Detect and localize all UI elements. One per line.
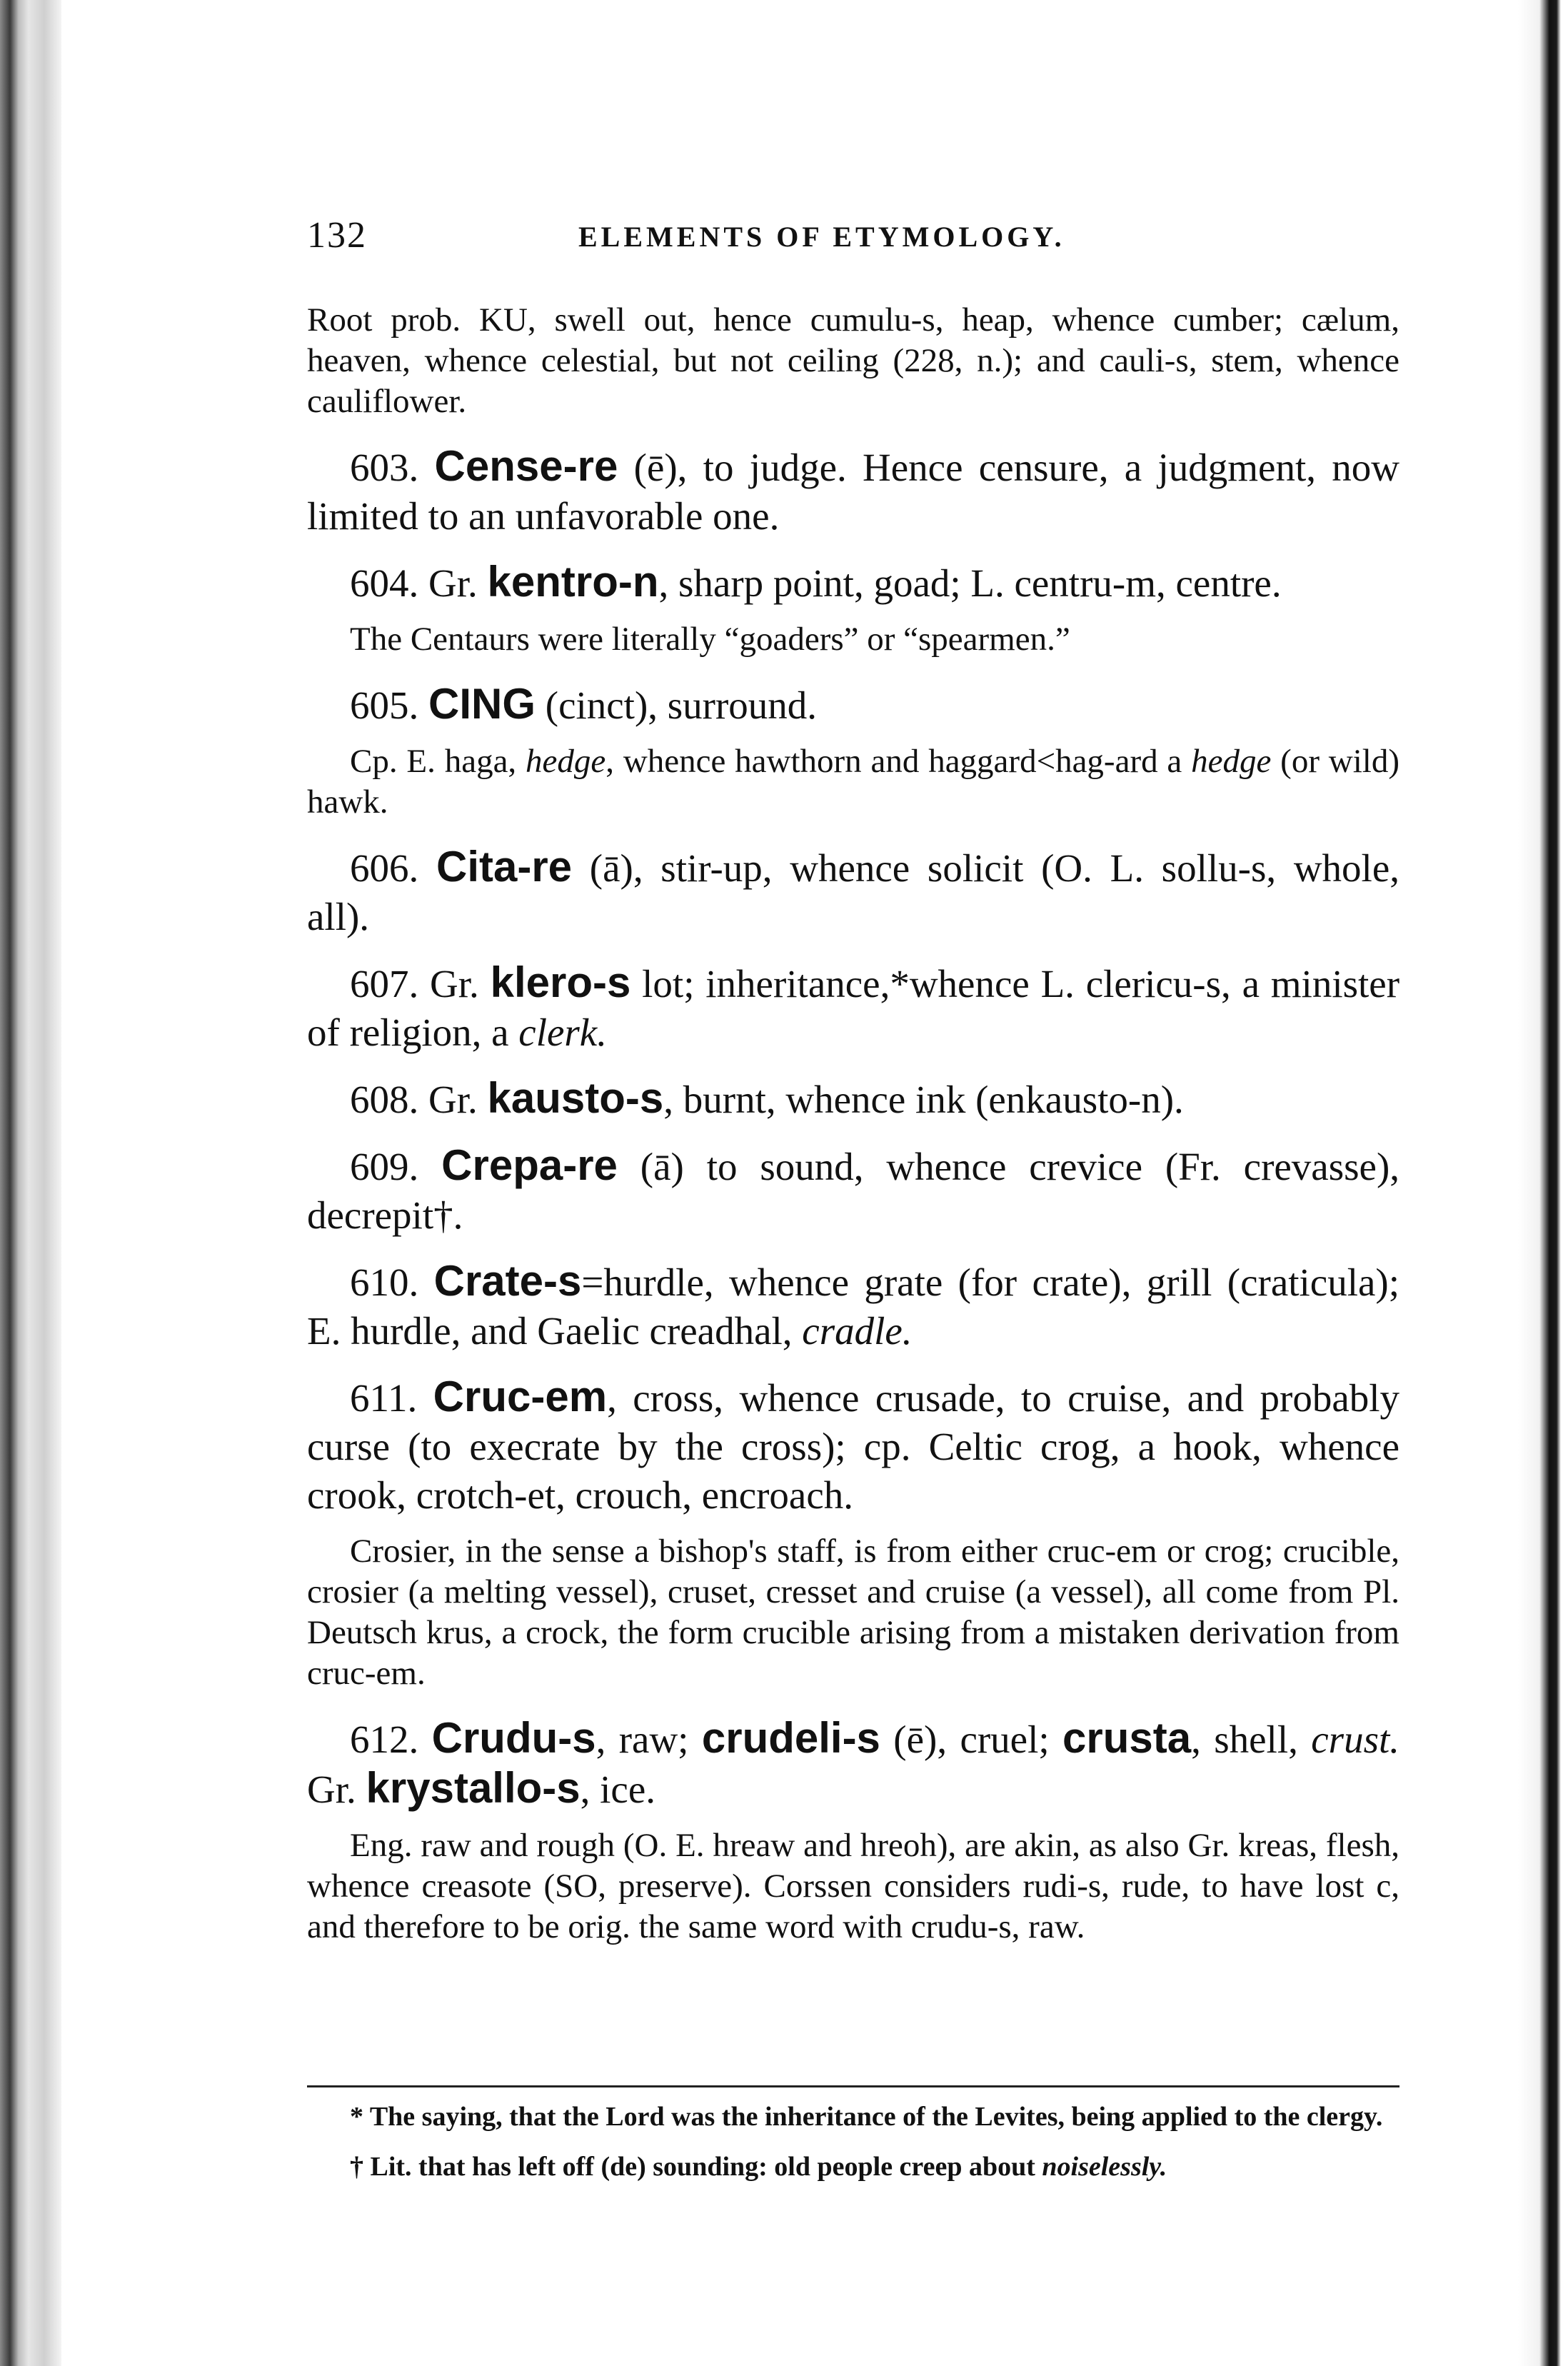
footnote-text: † Lit. that has left off (de) sounding: old people creep about [350, 2152, 1042, 2182]
entry-number: 608. [350, 1078, 419, 1121]
entry-604 [307, 558, 1399, 608]
entry-number: 604. [350, 561, 419, 605]
book-page [307, 214, 1399, 2214]
entry-note: Crosier, in the sense a bishop's staff, is from either cruc-em or crog; crucible, crosier (a melting vessel), cruset, cresset and cruise (a vessel), all come from Pl. Deutsch krus, a crock, the form crucible arising from a mistaken derivation from cruc-em. [307, 1533, 1399, 1692]
page-header [307, 214, 1399, 271]
entry-text: =hurdle, whence grate (for crate), grill (craticula); E. hurdle, and Gaelic creadhal, [307, 1260, 1399, 1353]
entry-text: , raw; [595, 1718, 702, 1761]
entry-note: The Centaurs were literally “goaders” or “spearmen.” [350, 621, 1070, 658]
note-italic: hedge [526, 743, 606, 780]
entry-number: 611. [350, 1376, 418, 1420]
entry-number: 612. [350, 1718, 419, 1761]
entry-605 [307, 680, 1399, 730]
entry-611 [307, 1373, 1399, 1520]
intro-note: Root prob. KU, swell out, hence cumulu-s, heap, whence cumber; cælum, heaven, whence celestial, but not ceiling (228, n.); and cauli-s, stem, whence cauliflower. [307, 301, 1399, 420]
headword: Cense-re [434, 442, 618, 490]
entry-text: (cinct), surround. [536, 683, 818, 727]
headword: Crudu-s [431, 1714, 596, 1762]
headword: crudeli-s [701, 1714, 880, 1762]
entry-608 [307, 1074, 1399, 1124]
entry-prefix: Gr. [418, 1078, 478, 1121]
entry-note: Eng. raw and rough (O. E. hreaw and hreoh), are akin, as also Gr. kreas, flesh, whence creasote (SO, preserve). Corssen considers rudi-s, rude, to have lost c, and therefore to be orig. the same word with crudu-s, raw. [307, 1827, 1399, 1945]
entry-609 [307, 1141, 1399, 1240]
entry-text: , cross, whence crusade, to cruise, and probably curse (to execrate by the cross); cp. Celtic crog, a hook, whence crook, crotch-et, crouch, encroach. [307, 1376, 1400, 1517]
entry-612 [307, 1714, 1399, 1814]
headword: Crate-s [433, 1257, 582, 1305]
headword: kentro-n [487, 558, 659, 606]
headword: kausto-s [487, 1074, 664, 1122]
note-italic: hedge [1191, 743, 1272, 780]
entry-note [307, 741, 1399, 823]
footnote-2 [307, 2150, 1399, 2184]
entry-italic: clerk. [518, 1011, 607, 1054]
headword: Crepa-re [441, 1141, 618, 1189]
entry-text: , shell, [1191, 1718, 1312, 1761]
entry-number: 610. [350, 1260, 419, 1304]
entry-606 [307, 843, 1399, 941]
headword: krystallo-s [366, 1764, 581, 1812]
book-gutter [0, 0, 61, 2366]
entry-prefix: Gr. [418, 561, 478, 605]
entry-text: Gr. [307, 1768, 366, 1811]
entry-text: , ice. [580, 1768, 656, 1811]
note-text: , whence hawthorn and haggard<hag-ard a [605, 743, 1192, 780]
running-title: ELEMENTS OF ETYMOLOGY. [578, 221, 1065, 253]
entry-607 [307, 958, 1399, 1057]
note-text: (or wild) hawk. [307, 743, 1400, 821]
entry-number: 607. [350, 962, 419, 1006]
entry-number: 606. [350, 846, 419, 890]
entry-number: 605. [350, 683, 419, 727]
note-text: Cp. E. haga, [350, 743, 526, 780]
headword: CING [428, 680, 536, 728]
headword: Cruc-em [433, 1373, 608, 1420]
entry-text: (ā) to sound, whence crevice (Fr. crevasse), decrepit†. [307, 1145, 1400, 1237]
page-number: 132 [307, 215, 367, 256]
entry-number: 603. [350, 446, 419, 489]
headword: crusta [1062, 1714, 1192, 1762]
footnote-italic: noiselessly. [1042, 2152, 1167, 2182]
entry-603 [307, 442, 1399, 541]
entry-text: , burnt, whence ink (enkausto-n). [663, 1078, 1184, 1121]
entry-italic: cradle. [802, 1309, 913, 1353]
entry-text: (ē), cruel; [880, 1718, 1063, 1761]
entry-italic: crust. [1311, 1718, 1399, 1761]
footnote-1: * The saying, that the Lord was the inheritance of the Levites, being applied to the clergy. [350, 2102, 1383, 2132]
headword: klero-s [490, 958, 631, 1006]
headword: Cita-re [436, 843, 573, 891]
entry-610 [307, 1257, 1399, 1355]
entry-text: (ē), to judge. Hence censure, a judgment, now limited to an unfavorable one. [307, 446, 1399, 538]
footnote-rule [307, 2085, 1399, 2087]
entry-text: lot; inheritance,*whence L. clericu-s, a minister of religion, a [307, 962, 1400, 1054]
entries [307, 300, 1399, 1968]
page-edge [1518, 0, 1568, 2366]
entry-text: (ā), stir-up, whence solicit (O. L. sollu-s, whole, all). [307, 846, 1399, 938]
entry-prefix: Gr. [418, 962, 479, 1006]
entry-text: , sharp point, goad; L. centru-m, centre. [658, 561, 1282, 605]
footnotes [307, 2100, 1399, 2200]
entry-number: 609. [350, 1145, 419, 1188]
